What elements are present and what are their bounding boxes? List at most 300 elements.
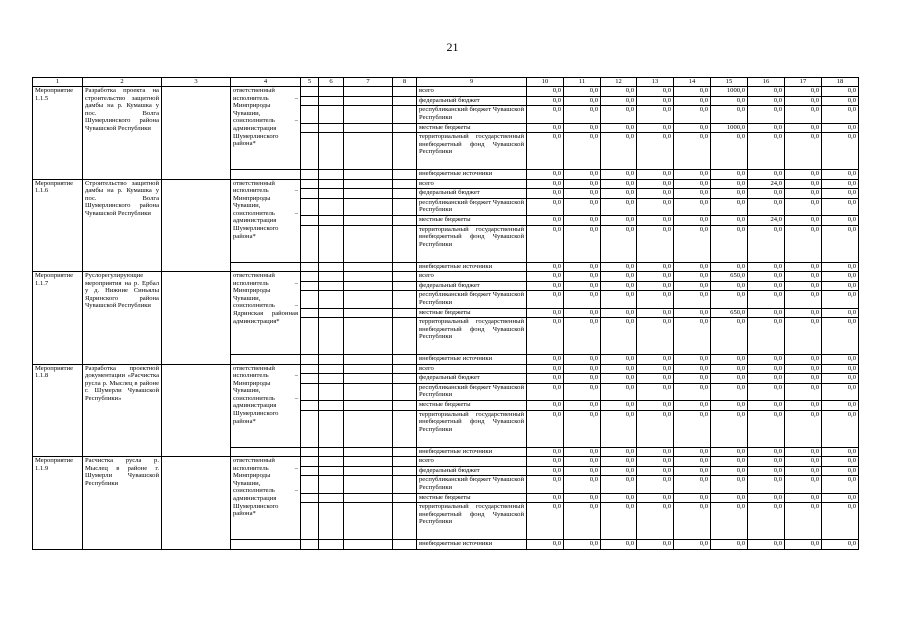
funding-source-cell: территориальный государственный внебюджетный фонд Чувашской Республики (417, 318, 527, 355)
value-cell: 0,0 (711, 466, 748, 476)
empty-cell (162, 364, 231, 457)
value-cell: 0,0 (564, 225, 601, 262)
value-cell: 0,0 (822, 216, 859, 226)
value-cell: 0,0 (637, 308, 674, 318)
value-cell: 0,0 (674, 318, 711, 355)
value-cell: 0,0 (527, 133, 564, 170)
value-cell: 0,0 (674, 281, 711, 291)
header-cell: 5 (301, 78, 319, 87)
value-cell: 0,0 (785, 364, 822, 374)
value-cell: 0,0 (637, 466, 674, 476)
value-cell: 0,0 (674, 198, 711, 216)
value-cell: 0,0 (822, 447, 859, 457)
value-cell: 0,0 (674, 476, 711, 494)
value-cell: 0,0 (748, 291, 785, 309)
empty-cell (301, 291, 319, 309)
empty-cell (344, 364, 393, 374)
value-cell: 0,0 (637, 198, 674, 216)
funding-source-cell: территориальный государственный внебюджетный фонд Чувашской Республики (417, 133, 527, 170)
funding-source-cell: республиканский бюджет Чувашской Республики (417, 383, 527, 401)
value-cell: 0,0 (674, 189, 711, 199)
value-cell: 0,0 (711, 447, 748, 457)
program-activities-table (32, 77, 859, 550)
value-cell: 0,0 (674, 383, 711, 401)
empty-cell (393, 476, 417, 494)
value-cell: 0,0 (822, 374, 859, 384)
value-cell: 0,0 (785, 401, 822, 411)
empty-cell (344, 291, 393, 309)
empty-cell (344, 308, 393, 318)
empty-cell (301, 87, 319, 97)
empty-cell (301, 466, 319, 476)
empty-cell (319, 170, 344, 180)
empty-cell (301, 355, 319, 365)
empty-cell (162, 179, 231, 272)
value-cell: 0,0 (527, 447, 564, 457)
value-cell: 0,0 (637, 106, 674, 124)
value-cell: 0,0 (637, 262, 674, 272)
value-cell: 0,0 (822, 262, 859, 272)
empty-cell (301, 318, 319, 355)
value-cell: 0,0 (822, 96, 859, 106)
value-cell: 0,0 (711, 476, 748, 494)
value-cell: 0,0 (785, 198, 822, 216)
empty-cell (344, 96, 393, 106)
empty-cell (344, 457, 393, 467)
value-cell: 0,0 (822, 318, 859, 355)
activity-code-cell: Мероприятие 1.1.5 (33, 87, 83, 180)
value-cell: 0,0 (822, 179, 859, 189)
value-cell: 650,0 (711, 272, 748, 282)
empty-cell (393, 457, 417, 467)
empty-cell (344, 493, 393, 503)
funding-source-cell: федеральный бюджет (417, 374, 527, 384)
value-cell: 0,0 (822, 355, 859, 365)
value-cell: 0,0 (601, 170, 637, 180)
empty-cell (393, 179, 417, 189)
value-cell: 0,0 (637, 281, 674, 291)
empty-cell (393, 133, 417, 170)
value-cell: 0,0 (564, 476, 601, 494)
empty-cell (393, 291, 417, 309)
value-cell: 0,0 (785, 374, 822, 384)
value-cell: 0,0 (748, 476, 785, 494)
value-cell: 0,0 (674, 170, 711, 180)
activity-name-cell: Разработка проекта на строительство защитной дамбы на р. Кумашка у пос. Волга Шумерлинского района Чувашской Республики (83, 87, 162, 180)
funding-source-cell: всего (417, 87, 527, 97)
value-cell: 0,0 (564, 123, 601, 133)
value-cell: 0,0 (527, 262, 564, 272)
empty-cell (231, 170, 301, 180)
value-cell: 0,0 (785, 189, 822, 199)
value-cell: 0,0 (674, 540, 711, 550)
empty-cell (344, 133, 393, 170)
value-cell: 0,0 (785, 179, 822, 189)
activity-name-cell: Расчистка русла р. Мыслец в районе г. Шумерли Чувашской Республики (83, 457, 162, 550)
value-cell: 0,0 (674, 447, 711, 457)
value-cell: 0,0 (748, 540, 785, 550)
value-cell: 0,0 (822, 401, 859, 411)
value-cell: 0,0 (785, 262, 822, 272)
value-cell: 0,0 (711, 133, 748, 170)
value-cell: 0,0 (822, 476, 859, 494)
activity-name-cell: Строительство защитной дамбы на р. Кумашка у пос. Волга Шумерлинского района Чувашской Республики (83, 179, 162, 272)
header-cell: 4 (231, 78, 301, 87)
value-cell: 0,0 (637, 96, 674, 106)
empty-cell (393, 447, 417, 457)
value-cell: 0,0 (711, 493, 748, 503)
value-cell: 0,0 (637, 189, 674, 199)
value-cell: 0,0 (748, 272, 785, 282)
value-cell: 0,0 (637, 383, 674, 401)
empty-cell (344, 318, 393, 355)
empty-cell (344, 401, 393, 411)
empty-cell (393, 466, 417, 476)
value-cell: 0,0 (711, 170, 748, 180)
empty-cell (344, 179, 393, 189)
value-cell: 0,0 (711, 179, 748, 189)
value-cell: 0,0 (527, 308, 564, 318)
value-cell: 0,0 (785, 87, 822, 97)
value-cell: 0,0 (527, 96, 564, 106)
value-cell: 0,0 (527, 364, 564, 374)
value-cell: 0,0 (674, 466, 711, 476)
empty-cell (344, 216, 393, 226)
funding-source-cell: республиканский бюджет Чувашской Республики (417, 476, 527, 494)
value-cell: 0,0 (674, 401, 711, 411)
value-cell: 0,0 (785, 466, 822, 476)
empty-cell (344, 374, 393, 384)
empty-cell (301, 383, 319, 401)
empty-cell (301, 216, 319, 226)
value-cell: 0,0 (564, 308, 601, 318)
value-cell: 0,0 (822, 170, 859, 180)
value-cell: 0,0 (785, 106, 822, 124)
value-cell: 0,0 (527, 476, 564, 494)
value-cell: 0,0 (601, 216, 637, 226)
empty-cell (393, 123, 417, 133)
empty-cell (301, 96, 319, 106)
value-cell: 0,0 (674, 410, 711, 447)
value-cell: 0,0 (637, 355, 674, 365)
empty-cell (393, 272, 417, 282)
value-cell: 0,0 (601, 291, 637, 309)
value-cell: 0,0 (748, 374, 785, 384)
responsible-cell: ответственный исполнитель – Минприроды Чувашии, соисполнитель – администрация Шумерлинского района* (231, 87, 301, 170)
empty-cell (319, 364, 344, 374)
value-cell: 0,0 (674, 364, 711, 374)
value-cell: 0,0 (527, 123, 564, 133)
value-cell: 0,0 (748, 401, 785, 411)
value-cell: 0,0 (564, 262, 601, 272)
empty-cell (344, 262, 393, 272)
value-cell: 0,0 (601, 476, 637, 494)
value-cell: 0,0 (564, 374, 601, 384)
value-cell: 0,0 (601, 457, 637, 467)
activity-name-cell: Руслорегулирующие мероприятия на р. Ербал у д. Нижние Синьялы Ядринского района Чувашской Республики (83, 272, 162, 365)
empty-cell (231, 540, 301, 550)
funding-source-cell: местные бюджеты (417, 308, 527, 318)
value-cell: 0,0 (601, 123, 637, 133)
table-row (33, 364, 859, 374)
funding-source-cell: внебюджетные источники (417, 262, 527, 272)
empty-cell (162, 87, 231, 180)
header-cell: 10 (527, 78, 564, 87)
header-cell: 13 (637, 78, 674, 87)
empty-cell (319, 383, 344, 401)
value-cell: 0,0 (564, 447, 601, 457)
empty-cell (319, 96, 344, 106)
empty-cell (344, 466, 393, 476)
empty-cell (319, 179, 344, 189)
funding-source-cell: федеральный бюджет (417, 466, 527, 476)
activity-code-cell: Мероприятие 1.1.7 (33, 272, 83, 365)
value-cell: 0,0 (601, 355, 637, 365)
empty-cell (393, 262, 417, 272)
value-cell: 0,0 (601, 493, 637, 503)
value-cell: 0,0 (564, 401, 601, 411)
funding-source-cell: республиканский бюджет Чувашской Республики (417, 106, 527, 124)
table-row (33, 457, 859, 467)
value-cell: 0,0 (785, 225, 822, 262)
empty-cell (344, 476, 393, 494)
value-cell: 0,0 (822, 133, 859, 170)
value-cell: 0,0 (748, 318, 785, 355)
value-cell: 0,0 (822, 457, 859, 467)
value-cell: 0,0 (637, 291, 674, 309)
value-cell: 0,0 (637, 87, 674, 97)
value-cell: 0,0 (527, 106, 564, 124)
value-cell: 0,0 (527, 189, 564, 199)
empty-cell (319, 216, 344, 226)
empty-cell (393, 401, 417, 411)
header-cell: 8 (393, 78, 417, 87)
value-cell: 0,0 (674, 225, 711, 262)
value-cell: 0,0 (637, 493, 674, 503)
value-cell: 0,0 (785, 291, 822, 309)
value-cell: 0,0 (711, 355, 748, 365)
empty-cell (301, 447, 319, 457)
value-cell: 0,0 (822, 291, 859, 309)
header-cell: 3 (162, 78, 231, 87)
empty-cell (344, 123, 393, 133)
value-cell: 0,0 (711, 410, 748, 447)
empty-cell (393, 540, 417, 550)
value-cell: 0,0 (785, 457, 822, 467)
empty-cell (301, 364, 319, 374)
value-cell: 0,0 (785, 133, 822, 170)
empty-cell (301, 198, 319, 216)
value-cell: 0,0 (674, 457, 711, 467)
value-cell: 0,0 (564, 410, 601, 447)
empty-cell (301, 410, 319, 447)
value-cell: 0,0 (564, 133, 601, 170)
value-cell: 0,0 (601, 281, 637, 291)
value-cell: 0,0 (564, 216, 601, 226)
empty-cell (393, 308, 417, 318)
value-cell: 0,0 (674, 272, 711, 282)
activity-name-cell: Разработка проектной документации «Расчистка русла р. Мыслец в районе г. Шумерли Чувашской Республики» (83, 364, 162, 457)
page-number: 21 (446, 40, 459, 54)
header-cell: 2 (83, 78, 162, 87)
funding-source-cell: всего (417, 364, 527, 374)
value-cell: 0,0 (564, 540, 601, 550)
value-cell: 0,0 (601, 189, 637, 199)
value-cell: 0,0 (637, 123, 674, 133)
value-cell: 0,0 (601, 87, 637, 97)
value-cell: 0,0 (748, 308, 785, 318)
value-cell: 0,0 (711, 383, 748, 401)
empty-cell (301, 189, 319, 199)
empty-cell (393, 503, 417, 540)
empty-cell (344, 189, 393, 199)
value-cell: 0,0 (564, 96, 601, 106)
empty-cell (393, 355, 417, 365)
empty-cell (301, 106, 319, 124)
value-cell: 0,0 (748, 355, 785, 365)
value-cell: 0,0 (527, 216, 564, 226)
empty-cell (344, 170, 393, 180)
value-cell: 0,0 (527, 457, 564, 467)
value-cell: 0,0 (637, 476, 674, 494)
value-cell: 0,0 (564, 503, 601, 540)
responsible-cell: ответственный исполнитель – Минприроды Чувашии, соисполнитель – администрация Шумерлинского района* (231, 179, 301, 262)
value-cell: 0,0 (748, 364, 785, 374)
value-cell: 0,0 (601, 503, 637, 540)
empty-cell (344, 503, 393, 540)
value-cell: 0,0 (674, 179, 711, 189)
value-cell: 0,0 (637, 170, 674, 180)
value-cell: 0,0 (785, 447, 822, 457)
value-cell: 0,0 (637, 540, 674, 550)
value-cell: 0,0 (637, 216, 674, 226)
value-cell: 0,0 (564, 466, 601, 476)
value-cell: 0,0 (637, 179, 674, 189)
funding-source-cell: всего (417, 272, 527, 282)
empty-cell (319, 198, 344, 216)
empty-cell (301, 493, 319, 503)
value-cell: 0,0 (785, 503, 822, 540)
value-cell: 0,0 (711, 503, 748, 540)
empty-cell (393, 493, 417, 503)
value-cell: 0,0 (748, 281, 785, 291)
empty-cell (319, 291, 344, 309)
value-cell: 0,0 (822, 189, 859, 199)
value-cell: 0,0 (711, 281, 748, 291)
empty-cell (301, 308, 319, 318)
value-cell: 1000,0 (711, 123, 748, 133)
value-cell: 0,0 (601, 401, 637, 411)
value-cell: 0,0 (637, 318, 674, 355)
value-cell: 0,0 (785, 383, 822, 401)
empty-cell (301, 476, 319, 494)
value-cell: 0,0 (711, 198, 748, 216)
empty-cell (231, 447, 301, 457)
empty-cell (301, 179, 319, 189)
value-cell: 0,0 (822, 281, 859, 291)
empty-cell (319, 374, 344, 384)
empty-cell (393, 383, 417, 401)
value-cell: 0,0 (637, 410, 674, 447)
empty-cell (344, 198, 393, 216)
empty-cell (319, 401, 344, 411)
value-cell: 0,0 (601, 466, 637, 476)
empty-cell (393, 281, 417, 291)
empty-cell (301, 133, 319, 170)
value-cell: 24,0 (748, 216, 785, 226)
value-cell: 0,0 (748, 123, 785, 133)
empty-cell (301, 225, 319, 262)
empty-cell (393, 318, 417, 355)
funding-source-cell: внебюджетные источники (417, 447, 527, 457)
header-cell: 14 (674, 78, 711, 87)
value-cell: 0,0 (748, 262, 785, 272)
empty-cell (301, 262, 319, 272)
value-cell: 0,0 (564, 272, 601, 282)
funding-source-cell: местные бюджеты (417, 216, 527, 226)
value-cell: 0,0 (748, 466, 785, 476)
value-cell: 0,0 (711, 189, 748, 199)
header-cell: 11 (564, 78, 601, 87)
empty-cell (319, 189, 344, 199)
value-cell: 0,0 (527, 170, 564, 180)
value-cell: 0,0 (748, 87, 785, 97)
empty-cell (344, 410, 393, 447)
value-cell: 0,0 (748, 96, 785, 106)
value-cell: 0,0 (785, 272, 822, 282)
value-cell: 0,0 (785, 281, 822, 291)
value-cell: 0,0 (748, 447, 785, 457)
value-cell: 0,0 (785, 318, 822, 355)
value-cell: 0,0 (674, 308, 711, 318)
funding-source-cell: территориальный государственный внебюджетный фонд Чувашской Республики (417, 225, 527, 262)
empty-cell (393, 87, 417, 97)
header-cell: 17 (785, 78, 822, 87)
value-cell: 0,0 (564, 493, 601, 503)
value-cell: 0,0 (601, 96, 637, 106)
header-cell: 9 (417, 78, 527, 87)
empty-cell (301, 123, 319, 133)
value-cell: 0,0 (564, 291, 601, 309)
value-cell: 0,0 (637, 133, 674, 170)
value-cell: 0,0 (637, 225, 674, 262)
value-cell: 0,0 (748, 410, 785, 447)
empty-cell (344, 540, 393, 550)
funding-source-cell: внебюджетные источники (417, 170, 527, 180)
empty-cell (319, 106, 344, 124)
activity-code-cell: Мероприятие 1.1.9 (33, 457, 83, 550)
value-cell: 0,0 (637, 272, 674, 282)
empty-cell (393, 374, 417, 384)
value-cell: 0,0 (564, 318, 601, 355)
empty-cell (319, 87, 344, 97)
empty-cell (301, 540, 319, 550)
value-cell: 0,0 (748, 170, 785, 180)
value-cell: 0,0 (822, 466, 859, 476)
empty-cell (319, 457, 344, 467)
header-cell: 18 (822, 78, 859, 87)
empty-cell (319, 281, 344, 291)
value-cell: 0,0 (674, 216, 711, 226)
value-cell: 0,0 (637, 364, 674, 374)
value-cell: 0,0 (601, 308, 637, 318)
empty-cell (231, 262, 301, 272)
value-cell: 0,0 (785, 123, 822, 133)
value-cell: 0,0 (527, 87, 564, 97)
value-cell: 0,0 (527, 540, 564, 550)
value-cell: 0,0 (785, 96, 822, 106)
value-cell: 650,0 (711, 308, 748, 318)
